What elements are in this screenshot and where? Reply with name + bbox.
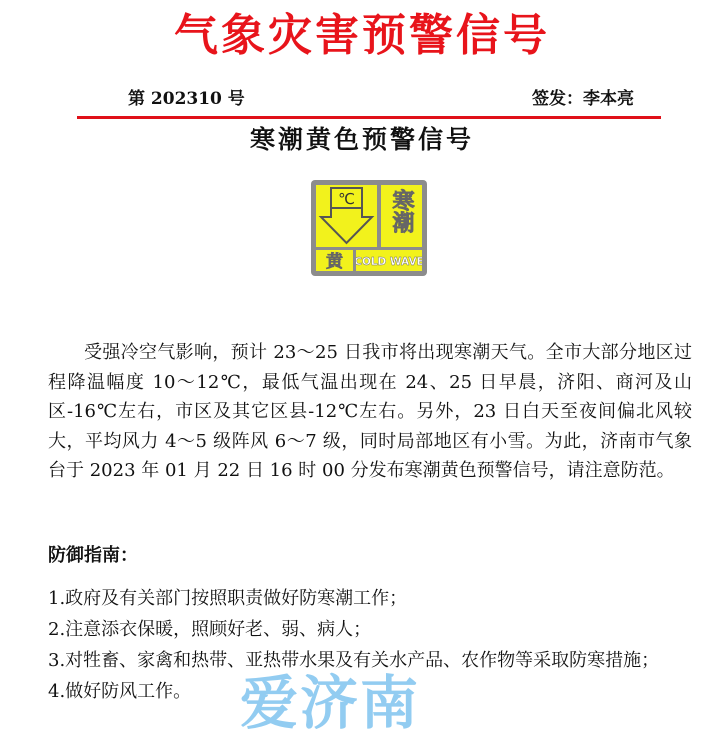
document-title: 寒潮黄色预警信号 [249,125,474,154]
cold-wave-yellow-warning-icon [311,180,427,276]
list-item: 3.对牲畜、家禽和热带、亚热带水果及有关水产品、农作物等采取防寒措施； [48,650,660,671]
list-item: 1.政府及有关部门按照职责做好防寒潮工作； [48,588,408,609]
issuer: 签发：李本亮 [532,89,634,109]
header-title: 气象灾害预警信号 [174,10,550,61]
issue-number: 第 202310 号 [128,89,245,109]
yellow-level-char [316,250,353,271]
watermark-logo: 爱济南 [240,669,421,737]
cold-wave-chars [381,185,422,247]
warning-body-text: 受强冷空气影响，预计 23～25 日我市将出现寒潮天气。全市大部分地区过程降温幅度 10～12℃，最低气温出现在 24、25 日早晨，济阳、商河及山区-16℃左右，市区及其它区县-12℃左右。另外，23 日白天至夜间偏北风较大，平均风力 4～5 级阵风 6～7 级，同时局部地区有小雪。为此，济南市气象台于 2023 年 01 月 22 日 16 时 00 分发布寒潮黄色预警信号，请注意防范。 [48,342,692,481]
cold-wave-english-text: COLD WAVE [356,256,422,268]
cold-wave-english-label [356,250,422,271]
guidance-heading: 防御指南： [48,545,138,566]
list-item: 4.做好防风工作。 [48,681,192,702]
thermometer-arrow-icon [316,185,377,247]
celsius-symbol: ℃ [338,190,355,208]
document-meta-row [128,84,634,108]
header-divider [77,116,661,119]
down-arrow-icon [316,185,377,247]
list-item: 2.注意添衣保暖，照顾好老、弱、病人； [48,619,372,640]
yellow-level-char-text: 黄 [326,252,343,271]
cold-wave-chars-text: 寒潮 [389,189,414,233]
